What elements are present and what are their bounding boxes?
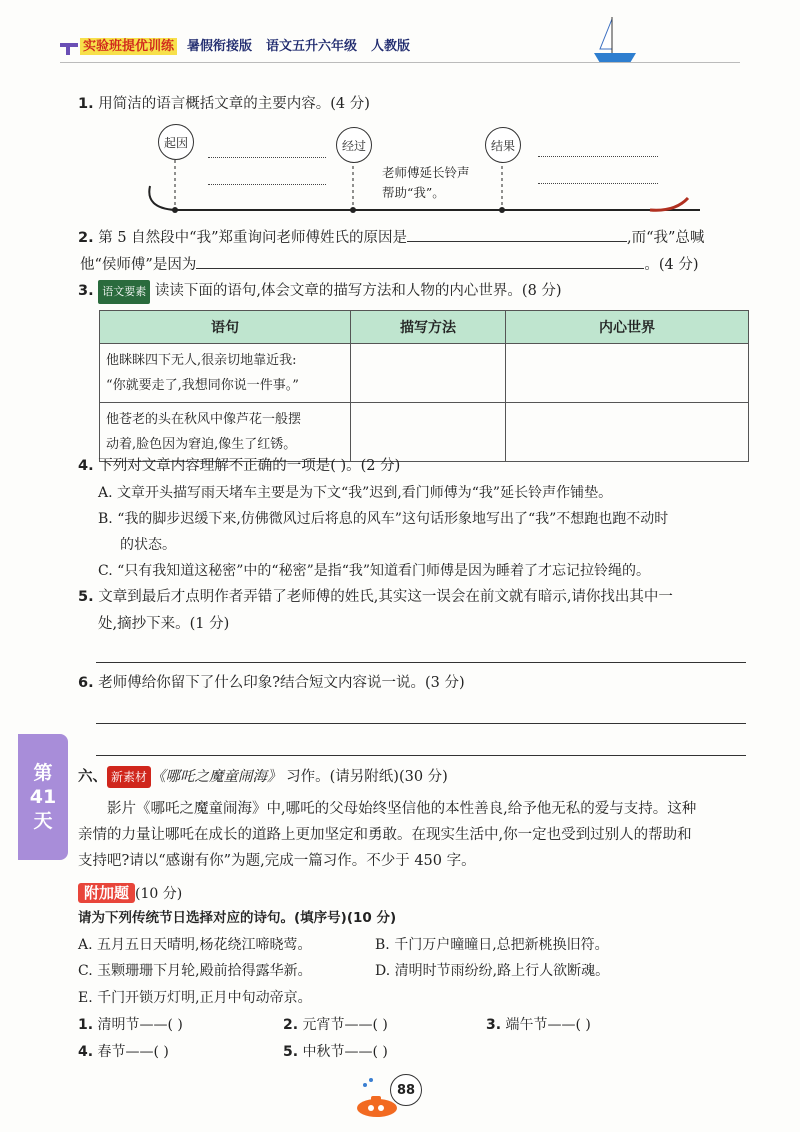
cause-answer-line-2[interactable] <box>208 184 326 185</box>
festival-1[interactable] <box>78 1014 183 1036</box>
bonus-instruction: 请为下列传统节日选择对应的诗句。(填序号)(10 分) <box>78 910 397 926</box>
logo-icon <box>60 41 80 55</box>
festival-5-number: 5. <box>283 1044 299 1060</box>
brand-title: 实验班提优训练 <box>80 38 177 55</box>
q4-option-b-line-1[interactable]: B. “我的脚步迟缓下来,仿佛微风过后将息的风车”这句话形象地写出了“我”不想跑也跑不动时 <box>98 511 669 527</box>
q6-number: 6. <box>78 675 94 691</box>
side-tab-char-1: 第 <box>33 762 53 784</box>
page-number-text: 88 <box>396 1082 416 1098</box>
q4-option-c[interactable]: C. “只有我知道这秘密”中的“秘密”是指“我”知道看门师傅是因为睡着了才忘记拉铃绳的。 <box>98 563 651 579</box>
festival-5[interactable] <box>283 1041 388 1063</box>
paragraph-line-3: 支持吧?请以“感谢有你”为题,完成一篇习作。不少于 450 字。 <box>78 853 476 869</box>
row-2-method-cell[interactable] <box>351 403 506 462</box>
table-row <box>100 344 749 403</box>
question-5 <box>78 586 673 635</box>
q2-blank-1[interactable] <box>407 225 627 242</box>
row-1-line-1: 他眯眯四下无人,很亲切地靠近我: <box>106 353 297 368</box>
poem-option-b: B. 千门万户曈曈日,总把新桃换旧符。 <box>375 937 609 953</box>
section-6-paragraph <box>78 796 758 874</box>
row-2-inner-cell[interactable] <box>506 403 749 462</box>
q5-line-1: 文章到最后才点明作者弄错了老师傅的姓氏,其实这一误会在前文就有暗示,请你找出其中一 <box>98 589 673 605</box>
poem-option-d: D. 清明时节雨纷纷,路上行人欲断魂。 <box>375 963 610 979</box>
process-answer <box>382 163 470 203</box>
col-inner-world: 内心世界 <box>506 311 749 344</box>
q3-tag: 语文要素 <box>98 280 150 304</box>
q4-text: 下列对文章内容理解不正确的一项是( )。(2 分) <box>98 458 401 474</box>
q4-option-b-line-2: 的状态。 <box>120 537 176 553</box>
edition: 暑假衔接版 <box>187 39 253 54</box>
cause-label: 起因 <box>163 135 188 150</box>
cause-dot <box>172 207 178 213</box>
row-1-inner-cell[interactable] <box>506 344 749 403</box>
festival-4-number: 4. <box>78 1044 94 1060</box>
header-logo-bar <box>60 40 76 54</box>
festival-4-text: 春节——( ) <box>97 1044 169 1060</box>
festival-5-text: 中秋节——( ) <box>302 1044 388 1060</box>
q2-text-b: ,而“我”总喊 <box>627 230 705 246</box>
question-1 <box>78 93 370 115</box>
q2-text-d: 。(4 分) <box>644 257 699 273</box>
result-dot <box>499 207 505 213</box>
q4-option-a[interactable]: A. 文章开头描写雨天堵车主要是为下文“我”迟到,看门师傅为“我”延长铃声作铺垫。 <box>98 485 613 501</box>
cause-circle <box>158 124 194 160</box>
q6-text: 老师傅给你留下了什么印象?结合短文内容说一说。(3 分) <box>98 675 465 691</box>
q6-answer-line-1[interactable] <box>96 723 746 724</box>
section-6-number: 六、 <box>78 769 107 785</box>
process-line-1: 老师傅延长铃声 <box>382 165 470 180</box>
page-header <box>80 35 410 54</box>
q2-blank-2[interactable] <box>196 252 644 269</box>
q2-number: 2. <box>78 230 94 246</box>
question-2 <box>78 225 758 276</box>
q2-text-c: 他“侯师傅”是因为 <box>80 257 197 273</box>
q6-answer-line-2[interactable] <box>96 755 746 756</box>
paragraph-line-2: 亲情的力量让哪吒在成长的道路上更加坚定和勇敢。在现实生活中,你一定也受到过别人的帮助和 <box>78 827 692 843</box>
festival-4[interactable] <box>78 1041 169 1063</box>
bonus-score: (10 分) <box>135 886 183 902</box>
bubble-icon <box>361 1074 377 1093</box>
q3-number: 3. <box>78 283 94 299</box>
process-label: 经过 <box>341 138 366 153</box>
q5-number: 5. <box>78 589 94 605</box>
q1-text: 用简洁的语言概括文章的主要内容。(4 分) <box>98 96 370 112</box>
poem-option-e: E. 千门开锁万灯明,正月中旬动帝京。 <box>78 990 312 1006</box>
result-label: 结果 <box>490 138 515 153</box>
table-header-row <box>100 311 749 344</box>
timeline-arrow <box>650 198 688 210</box>
row-2-sentence <box>100 403 351 462</box>
section-6-heading: 习作。(请另附纸)(30 分) <box>286 769 448 785</box>
q3-table <box>99 310 749 462</box>
q3-text: 读读下面的语句,体会文章的描写方法和人物的内心世界。(8 分) <box>154 283 562 299</box>
subject: 语文五升六年级 <box>266 39 358 54</box>
q5-answer-line[interactable] <box>96 662 746 663</box>
question-3 <box>78 280 562 304</box>
poem-option-a: A. 五月五日天晴明,杨花绕江啼晓莺。 <box>78 937 312 953</box>
poem-option-c: C. 玉颗珊珊下月轮,殿前拾得露华新。 <box>78 963 312 979</box>
side-tab-number: 41 <box>29 786 57 808</box>
section-6-title <box>78 766 448 788</box>
publisher: 人教版 <box>371 39 411 54</box>
row-1-sentence <box>100 344 351 403</box>
paragraph-line-1: 影片《哪吒之魔童闹海》中,哪吒的父母始终坚信他的本性善良,给予他无私的爱与支持。这种 <box>107 801 697 817</box>
festival-2-text: 元宵节——( ) <box>302 1017 388 1033</box>
process-line-2: 帮助“我”。 <box>382 185 445 200</box>
row-1-method-cell[interactable] <box>351 344 506 403</box>
question-4 <box>78 455 400 477</box>
page-number <box>390 1074 422 1106</box>
row-1-line-2: “你就要走了,我想同你说一件事。” <box>106 378 299 393</box>
festival-1-text: 清明节——( ) <box>97 1017 183 1033</box>
row-2-line-1: 他苍老的头在秋风中像芦花一般摆 <box>106 412 302 427</box>
q2-text-a: 第 5 自然段中“我”郑重询问老师傅姓氏的原因是 <box>98 230 407 246</box>
book-title: 《哪吒之魔童闹海》 <box>151 769 282 785</box>
q1-number: 1. <box>78 96 94 112</box>
result-answer-line-2[interactable] <box>538 183 658 184</box>
cause-answer-line-1[interactable] <box>208 157 326 158</box>
header-rule <box>60 62 740 63</box>
day-side-tab <box>18 734 68 860</box>
col-method: 描写方法 <box>351 311 506 344</box>
festival-3-text: 端午节——( ) <box>505 1017 591 1033</box>
table-row <box>100 403 749 462</box>
result-answer-line-1[interactable] <box>538 156 658 157</box>
result-circle <box>485 127 521 163</box>
question-6 <box>78 672 465 694</box>
bonus-label: 附加题 <box>78 883 135 903</box>
festival-3-number: 3. <box>486 1017 502 1033</box>
side-tab-char-2: 天 <box>33 810 53 832</box>
process-circle <box>336 127 372 163</box>
festival-1-number: 1. <box>78 1017 94 1033</box>
new-material-tag: 新素材 <box>107 766 151 788</box>
process-dot <box>350 207 356 213</box>
festival-2[interactable] <box>283 1014 388 1036</box>
q5-line-2: 处,摘抄下来。(1 分) <box>98 616 230 632</box>
col-sentence: 语句 <box>100 311 351 344</box>
bonus-heading <box>78 882 182 903</box>
q4-number: 4. <box>78 458 94 474</box>
row-2-line-2: 动着,脸色因为窘迫,像生了红锈。 <box>106 437 297 452</box>
festival-3[interactable] <box>486 1014 591 1036</box>
festival-2-number: 2. <box>283 1017 299 1033</box>
